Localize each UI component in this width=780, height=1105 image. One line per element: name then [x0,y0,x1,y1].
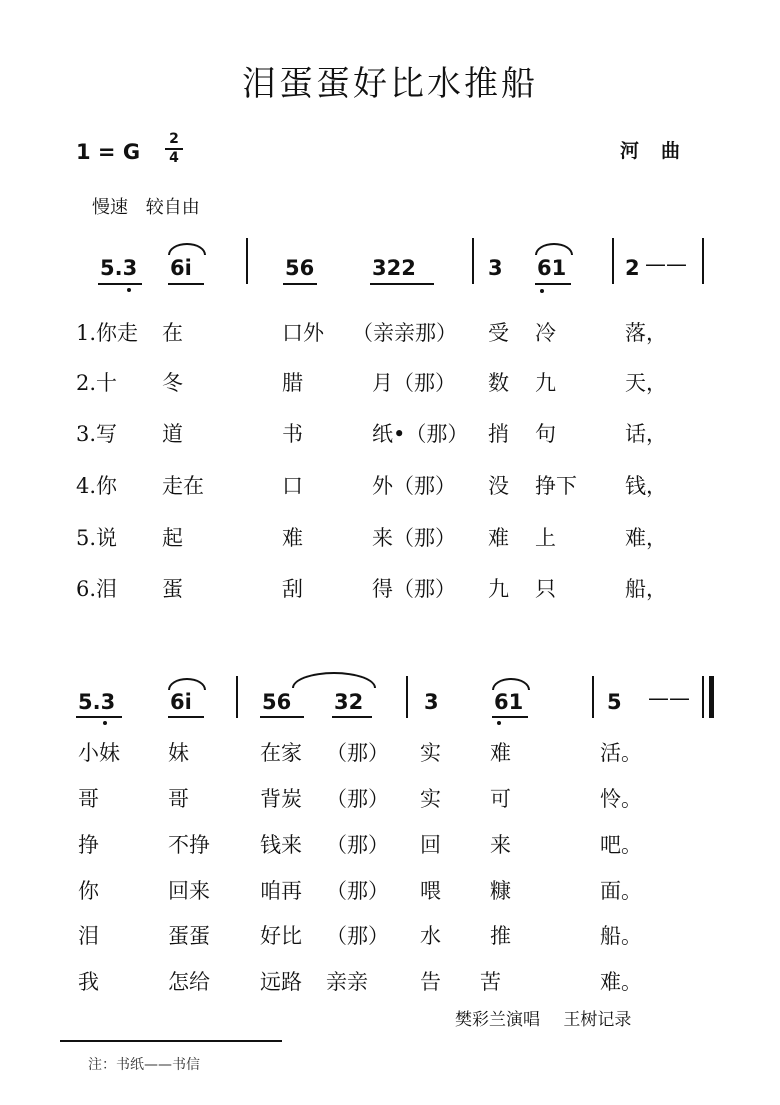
lyric-cell: 船。 [600,924,642,948]
song-title: 泪蛋蛋好比水推船 [242,64,538,104]
lyric-cell: 只 [535,577,556,601]
lyric-cell: 难 [490,741,511,765]
slur-mark [535,243,573,255]
slur-mark [168,243,206,255]
lyric-cell: 小妹 [78,741,120,765]
lyric-cell: 6.泪 [76,577,118,601]
lyric-cell: 冬 [162,371,183,395]
lyric-cell: 吧。 [600,833,642,857]
key-signature: 1 = G [76,140,141,164]
bar-line [612,238,614,284]
slur-mark [292,672,376,688]
lyric-cell: 没 [488,474,509,498]
note-group: 56 [285,256,315,280]
lyric-cell: 天， [625,371,667,395]
note-group: 3 [424,690,439,714]
lyric-cell: 在 [162,321,183,345]
lyric-cell: 来（那） [372,526,456,550]
lyric-cell: 4.你 [76,474,118,498]
lyric-cell: 难， [625,526,667,550]
bar-line [236,676,238,718]
lyric-cell: 挣 [78,833,99,857]
lyric-cell: 口 [282,474,303,498]
lyric-cell: 糠 [490,879,511,903]
beam-underline [168,283,204,285]
note-group: 5.3 [100,256,138,280]
lyric-cell: 腊 [282,371,303,395]
beam-underline [492,716,528,718]
lyric-cell: 咱再 [260,879,302,903]
beam-underline [283,283,317,285]
lyric-cell: 哥 [168,787,189,811]
region-label: 河曲 [620,140,703,162]
lyric-cell: 妹 [168,741,189,765]
note-group: 3 [488,256,503,280]
slur-mark [492,678,530,690]
lyric-cell: 纸•（那） [372,422,469,446]
time-signature-bottom: 4 [169,150,179,166]
lyric-cell: 蛋 [162,577,183,601]
held-note-dash: —— [648,686,690,710]
lyric-cell: 1.你走 [76,321,139,345]
lyric-cell: 回 [420,833,441,857]
beam-underline [98,283,142,285]
note-group: 6i [170,256,192,280]
lyric-cell: 怎给 [168,970,210,994]
lyric-cell: 句 [535,422,556,446]
lyric-cell: 挣下 [535,474,577,498]
recorder-credit: 王树记录 [563,1010,632,1030]
lyric-cell: 3.写 [76,422,118,446]
octave-dot [540,289,544,293]
tempo-marking [92,193,212,219]
lyric-cell: 冷 [535,321,556,345]
lyric-cell: 你 [78,879,99,903]
held-note-dash: —— [645,252,687,276]
note-group: 2 [625,256,640,280]
lyric-cell: （那） [326,787,389,811]
lyric-cell: 我 [78,970,99,994]
tempo-speed: 慢速 [92,197,128,218]
lyric-cell: 刮 [282,577,303,601]
lyric-cell: 可 [490,787,511,811]
lyric-cell: 推 [490,924,511,948]
lyric-cell: 实 [420,741,441,765]
lyric-cell: 背炭 [260,787,302,811]
lyric-cell: 数 [488,371,509,395]
lyric-cell: 面。 [600,879,642,903]
octave-dot [497,721,501,725]
time-signature-top: 2 [169,131,179,147]
lyric-cell: 船， [625,577,667,601]
credits [455,1005,649,1030]
lyric-cell: 怜。 [600,787,642,811]
singer-credit: 樊彩兰演唱 [455,1010,540,1030]
note-group: 32 [334,690,364,714]
lyric-cell: 来 [490,833,511,857]
bar-line [406,676,408,718]
lyric-cell: 回来 [168,879,210,903]
lyric-cell: 难 [282,526,303,550]
beam-underline [168,716,204,718]
lyric-cell: 九 [535,371,556,395]
octave-dot [127,288,131,292]
lyric-cell: （那） [326,879,389,903]
lyric-cell: 苦 [480,970,501,994]
tempo-style: 较自由 [145,197,200,218]
note-group: 61 [494,690,524,714]
note-group: 6i [170,690,192,714]
note-group: 5 [607,690,622,714]
lyric-cell: 难。 [600,970,642,994]
lyric-cell: 不挣 [168,833,210,857]
beam-underline [76,716,122,718]
lyric-cell: 得（那） [372,577,456,601]
lyric-cell: 口外 [282,321,324,345]
bar-line [246,238,248,284]
time-signature [163,132,185,166]
lyric-cell: 告 [420,970,441,994]
lyric-cell: 钱来 [260,833,302,857]
lyric-cell: （那） [326,833,389,857]
lyric-cell: （那） [326,741,389,765]
lyric-cell: 钱， [625,474,667,498]
beam-underline [370,283,434,285]
bar-line [592,676,594,718]
bar-line [702,238,704,284]
lyric-cell: 好比 [260,924,302,948]
lyric-cell: 难 [488,526,509,550]
lyric-cell: 亲亲 [326,970,368,994]
lyric-cell: 捎 [488,422,509,446]
final-bar-thin [702,676,704,718]
beam-underline [535,283,571,285]
lyric-cell: （亲亲那） [352,321,457,345]
footnote-divider [60,1040,282,1042]
lyric-cell: 受 [488,321,509,345]
note-group: 5.3 [78,690,116,714]
lyric-cell: 活。 [600,741,642,765]
lyric-cell: 远路 [260,970,302,994]
bar-line [472,238,474,284]
beam-underline [260,716,304,718]
lyric-cell: 水 [420,924,441,948]
lyric-cell: 九 [488,577,509,601]
note-group: 61 [537,256,567,280]
lyric-cell: 上 [535,526,556,550]
slur-mark [168,678,206,690]
lyric-cell: 走在 [162,474,204,498]
lyric-cell: 实 [420,787,441,811]
octave-dot [103,721,107,725]
lyric-cell: 哥 [78,787,99,811]
lyric-cell: 喂 [420,879,441,903]
lyric-cell: 在家 [260,741,302,765]
final-bar-thick [709,676,714,718]
lyric-cell: 外（那） [372,474,456,498]
lyric-cell: 道 [162,422,183,446]
note-group: 56 [262,690,292,714]
lyric-cell: 蛋蛋 [168,924,210,948]
lyric-cell: 书 [282,422,303,446]
footnote: 注：书纸——书信 [88,1057,200,1073]
lyric-cell: 话， [625,422,667,446]
lyric-cell: 落， [625,321,667,345]
lyric-cell: 2.十 [76,371,118,395]
lyric-cell: 泪 [78,924,99,948]
lyric-cell: 月（那） [372,371,456,395]
lyric-cell: 起 [162,526,183,550]
lyric-cell: 5.说 [76,526,118,550]
beam-underline [332,716,372,718]
lyric-cell: （那） [326,924,389,948]
note-group: 322 [372,256,416,280]
